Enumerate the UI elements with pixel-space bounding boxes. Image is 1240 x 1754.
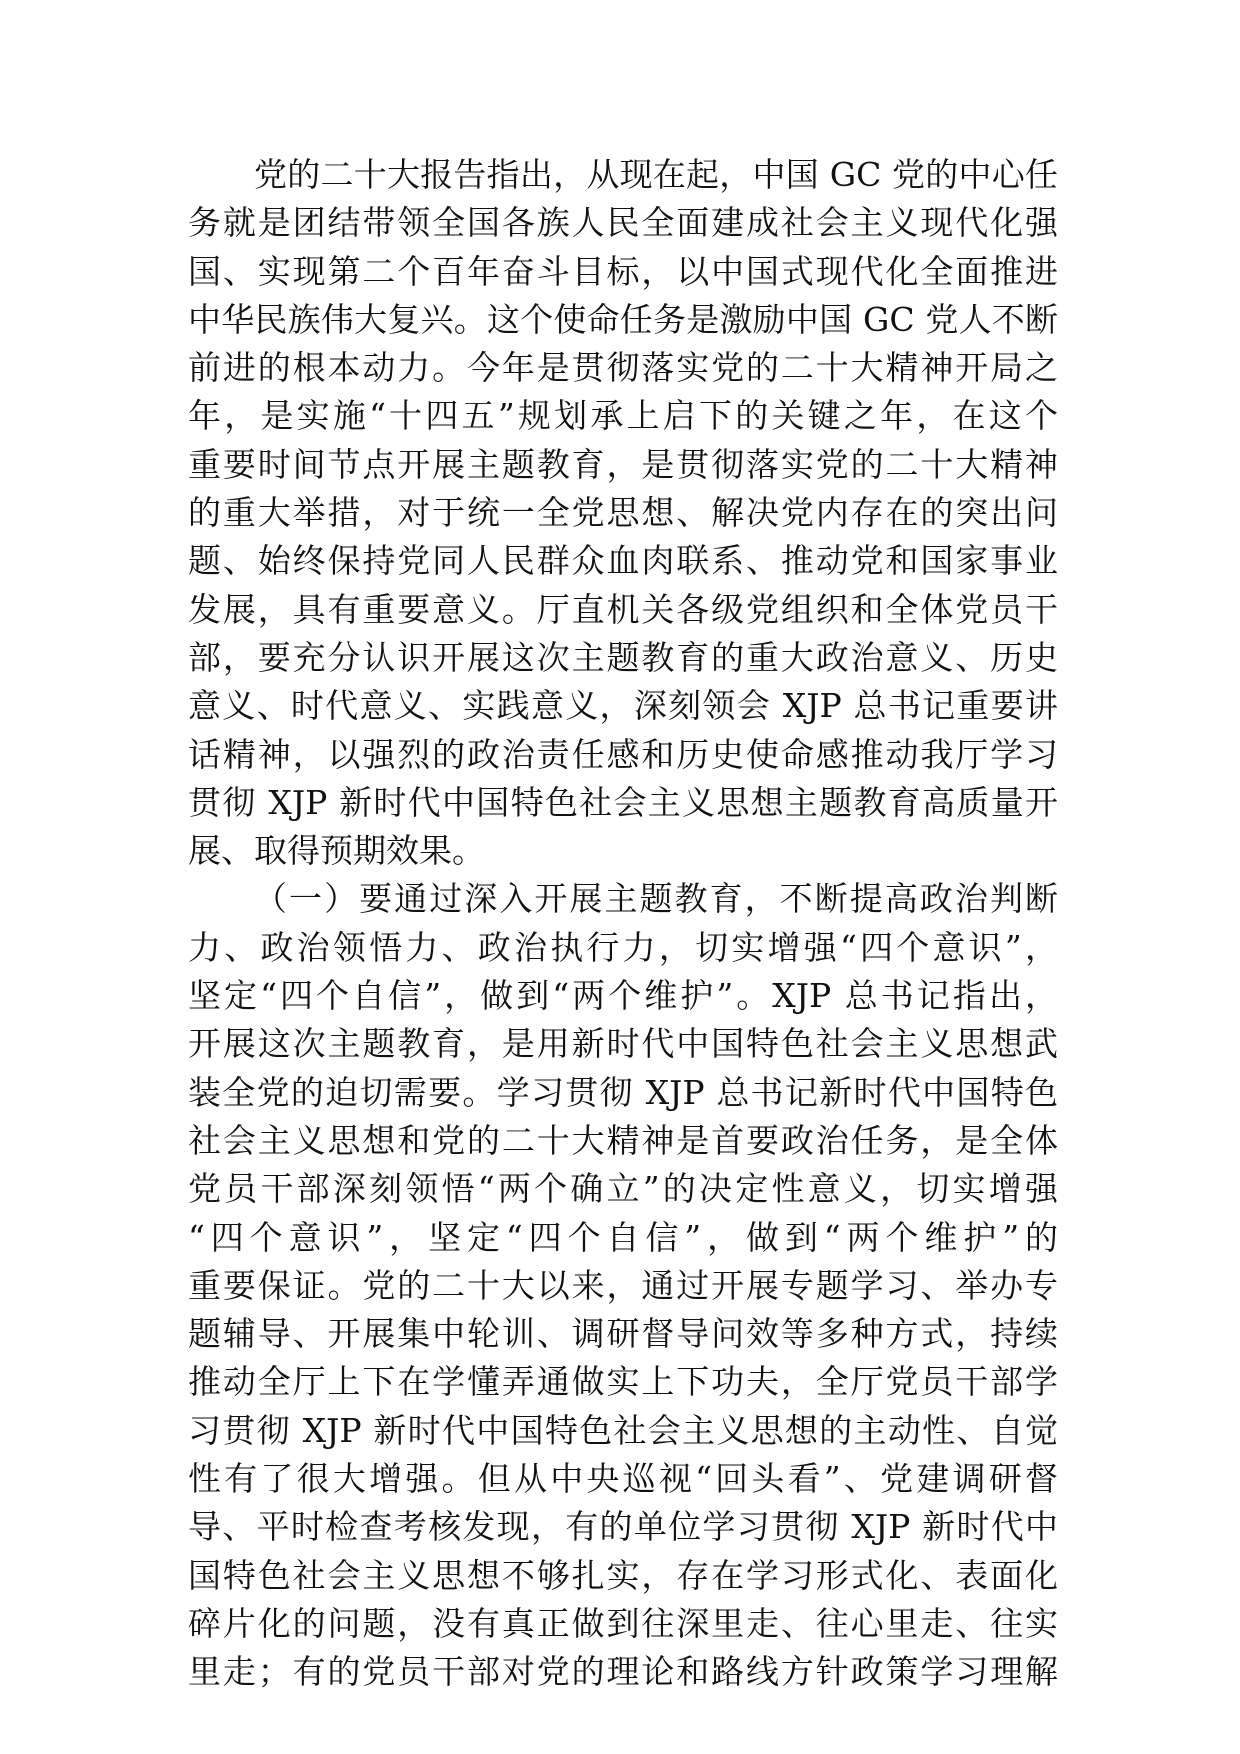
text-line: 意义、时代意义、实践意义，深刻领会 XJP 总书记重要讲 <box>188 686 1058 726</box>
paragraph-1 <box>188 151 1058 875</box>
paragraph-2 <box>188 875 1058 1696</box>
text-line: 中华民族伟大复兴。这个使命任务是激励中国 GC 党人不断 <box>188 299 1058 339</box>
text-line: 题辅导、开展集中轮训、调研督导问效等多种方式，持续 <box>188 1314 1058 1354</box>
text-line: 导、平时检查考核发现，有的单位学习贯彻 XJP 新时代中 <box>188 1507 1058 1547</box>
text-line: 装全党的迫切需要。学习贯彻 XJP 总书记新时代中国特色 <box>188 1072 1058 1112</box>
text-line: 重要时间节点开展主题教育，是贯彻落实党的二十大精神 <box>188 444 1058 484</box>
text-line: 的重大举措，对于统一全党思想、解决党内存在的突出问 <box>188 493 1058 533</box>
text-line: 部，要充分认识开展这次主题教育的重大政治意义、历史 <box>188 637 1058 677</box>
text-line: 重要保证。党的二十大以来，通过开展专题学习、举办专 <box>188 1265 1058 1305</box>
text-line: 推动全厅上下在学懂弄通做实上下功夫，全厅党员干部学 <box>188 1362 1058 1402</box>
text-line: 展、取得预期效果。 <box>188 831 485 871</box>
text-line: 开展这次主题教育，是用新时代中国特色社会主义思想武 <box>188 1024 1058 1064</box>
text-line: 习贯彻 XJP 新时代中国特色社会主义思想的主动性、自觉 <box>188 1410 1058 1450</box>
text-line: 前进的根本动力。今年是贯彻落实党的二十大精神开局之 <box>188 348 1058 388</box>
text-line: 务就是团结带领全国各族人民全面建成社会主义现代化强 <box>188 203 1058 243</box>
text-line: 碎片化的问题，没有真正做到往深里走、往心里走、往实 <box>188 1603 1058 1643</box>
text-line: 贯彻 XJP 新时代中国特色社会主义思想主题教育高质量开 <box>188 782 1058 822</box>
document-body <box>188 151 1058 1697</box>
text-line: “四个意识”，坚定“四个自信”，做到“两个维护”的 <box>188 1217 1058 1257</box>
text-line: 党员干部深刻领悟“两个确立”的决定性意义，切实增强 <box>188 1169 1058 1209</box>
text-line: （一）要通过深入开展主题教育，不断提高政治判断 <box>254 879 1058 919</box>
text-line: 年，是实施“十四五”规划承上启下的关键之年，在这个 <box>188 396 1058 436</box>
text-line: 社会主义思想和党的二十大精神是首要政治任务，是全体 <box>188 1120 1058 1160</box>
text-line: 性有了很大增强。但从中央巡视“回头看”、党建调研督 <box>188 1459 1058 1499</box>
text-line: 里走；有的党员干部对党的理论和路线方针政策学习理解 <box>188 1652 1058 1692</box>
text-line: 国、实现第二个百年奋斗目标，以中国式现代化全面推进 <box>188 251 1058 291</box>
text-line: 党的二十大报告指出，从现在起，中国 GC 党的中心任 <box>254 155 1058 194</box>
text-line: 题、始终保持党同人民群众血肉联系、推动党和国家事业 <box>188 541 1058 581</box>
text-line: 国特色社会主义思想不够扎实，存在学习形式化、表面化 <box>188 1555 1058 1595</box>
text-line: 力、政治领悟力、政治执行力，切实增强“四个意识”， <box>188 927 1058 967</box>
text-line: 话精神，以强烈的政治责任感和历史使命感推动我厅学习 <box>188 734 1058 774</box>
text-line: 发展，具有重要意义。厅直机关各级党组织和全体党员干 <box>188 589 1058 629</box>
text-line: 坚定“四个自信”，做到“两个维护”。XJP 总书记指出， <box>188 976 1058 1016</box>
